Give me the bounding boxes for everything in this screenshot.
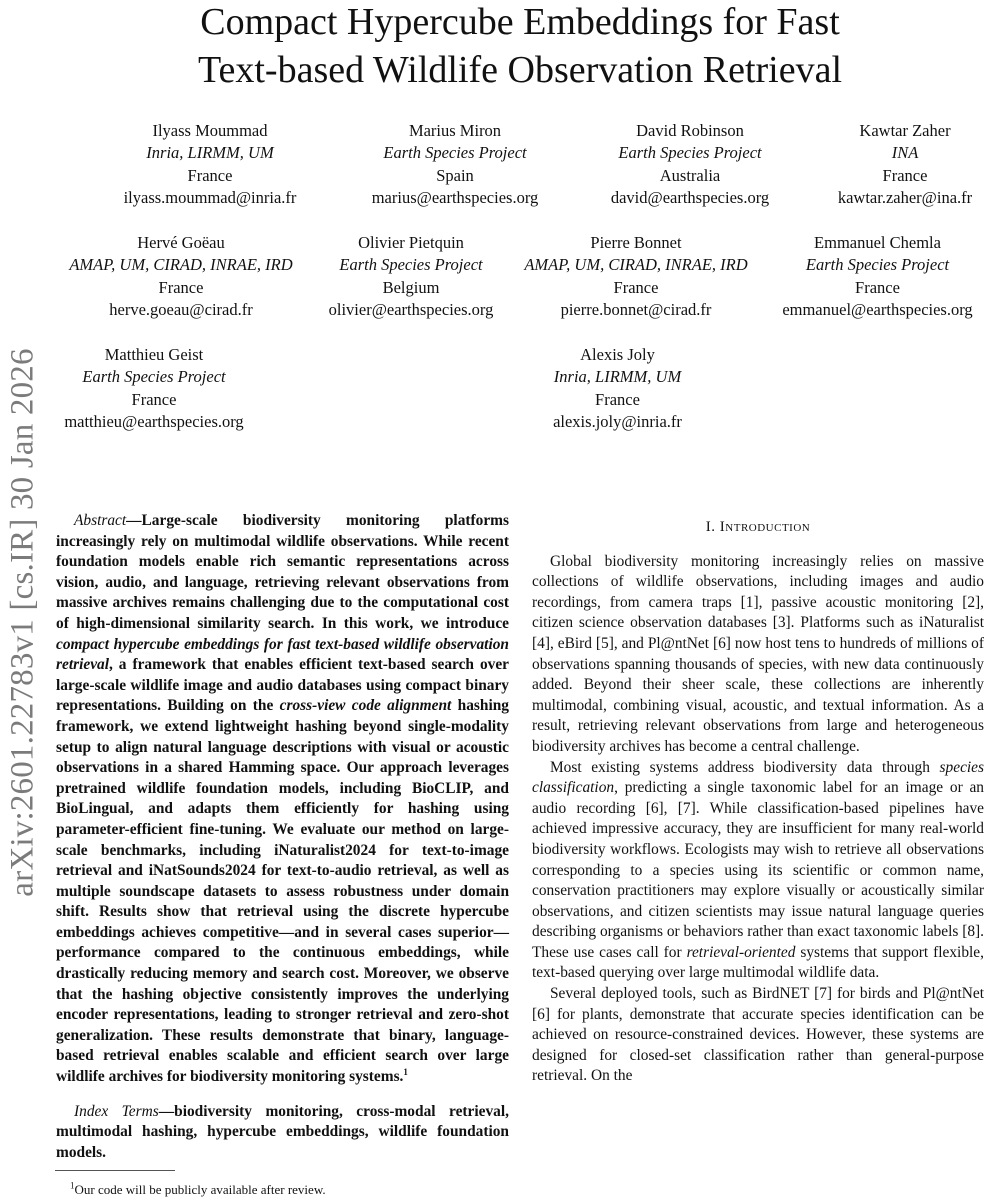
p2-text-a: Most existing systems address biodiversity data through <box>550 758 940 776</box>
author-name: Matthieu Geist <box>104 345 204 364</box>
author-name: Pierre Bonnet <box>590 233 682 252</box>
author-email: herve.goeau@cirad.fr <box>109 299 253 319</box>
author-block <box>50 232 312 321</box>
author-country: France <box>613 277 659 297</box>
abstract-text-1: —Large-scale biodiversity monitoring platforms increasingly rely on multimodal wildlife observations. While recent foundation models enable rich semantic representations across vision, audio, and language, retrieving relevant observations from massive archives remains challenging due to the computational cost of high-dimensional similarity search. In this work, we introduce <box>56 512 509 632</box>
author-affiliation: Inria, LIRMM, UM <box>146 143 274 163</box>
author-block <box>50 344 258 433</box>
section-heading <box>532 517 984 538</box>
author-affiliation: AMAP, UM, CIRAD, INRAE, IRD <box>69 255 293 275</box>
author-email: marius@earthspecies.org <box>371 187 539 207</box>
abstract-emphasis-2: cross-view code alignment <box>279 697 452 715</box>
author-country: France <box>187 165 233 185</box>
abstract-text-2: , a framework that enables efficient text-based search over large-scale wildlife image and audio databases using compact binary representations. Building on the <box>56 656 509 715</box>
author-affiliation: Earth Species Project <box>618 143 762 163</box>
author-country: France <box>131 389 177 409</box>
author-email: kawtar.zaher@ina.fr <box>837 187 973 207</box>
author-name: Hervé Goëau <box>137 233 225 252</box>
p2-emphasis-2: retrieval-oriented <box>686 943 796 961</box>
footnote-divider <box>55 1170 175 1171</box>
author-email: pierre.bonnet@cirad.fr <box>560 299 712 319</box>
author-affiliation: Earth Species Project <box>339 255 483 275</box>
intro-paragraph-2 <box>532 758 984 985</box>
intro-paragraph-3: Several deployed tools, such as BirdNET [7] for birds and Pl@ntNet [6] for plants, demonstrate that accurate species identification can be achieved on resource-constrained devices. However, these systems are designed for closed-set classification rather than general-purpose retrieval. On the <box>532 985 984 1085</box>
footnote-marker: 1 <box>403 1066 408 1077</box>
author-country: France <box>595 389 640 409</box>
author-email: david@earthspecies.org <box>610 187 770 207</box>
author-email: matthieu@earthspecies.org <box>64 411 244 431</box>
footnote-mark: 1 <box>70 1180 75 1191</box>
abstract <box>56 511 509 1088</box>
author-email: ilyass.moummad@inria.fr <box>123 187 297 207</box>
author-country: France <box>882 165 928 185</box>
author-email: olivier@earthspecies.org <box>328 299 494 319</box>
author-email: emmanuel@earthspecies.org <box>782 299 973 319</box>
author-name: David Robinson <box>636 121 744 140</box>
author-block <box>825 120 985 209</box>
author-affiliation: Inria, LIRMM, UM <box>553 367 682 387</box>
section-title: Introduction <box>719 519 811 535</box>
section-number: I. <box>705 519 720 535</box>
author-block <box>505 232 767 321</box>
abstract-label: Abstract <box>74 512 127 529</box>
index-terms-label: Index Terms <box>74 1102 159 1120</box>
author-name: Marius Miron <box>408 121 502 140</box>
arxiv-stamp-text: arXiv:2601.22783v1 [cs.IR] 30 Jan 2026 <box>4 347 41 897</box>
footnote <box>70 1182 326 1198</box>
author-name: Kawtar Zaher <box>859 121 951 140</box>
author-country: France <box>158 277 204 297</box>
index-terms <box>56 1102 509 1164</box>
author-country: Belgium <box>382 277 440 297</box>
author-country: Australia <box>659 165 721 185</box>
left-column <box>56 511 509 1163</box>
title-line-2: Text-based Wildlife Observation Retrieval <box>197 49 843 91</box>
author-block <box>515 344 720 433</box>
author-affiliation: INA <box>891 143 919 163</box>
abstract-text-3: hashing framework, we extend lightweight hashing beyond single-modality setup to align natural language descriptions with visual or acoustic observations in a shared Hamming space. Our approach leverages pretrained wildlife foundation models, including BioCLIP, and BioLingual, and adapts them efficiently for hashing using parameter-efficient fine-tuning. We evaluate our method on large-scale benchmarks, including iNaturalist2024 for text-to-image retrieval and iNatSounds2024 for text-to-audio retrieval, as well as multiple soundscape datasets to assess robustness under domain shift. Results show that retrieval using the discrete hypercube embeddings achieves competitive—and in several cases superior—performance compared to the continuous embeddings, while drastically reducing memory and search cost. Moreover, we observe that the hashing objective consistently improves the underlying encoder representations, leading to stronger retrieval and zero-shot generalization. These results demonstrate that binary, language-based retrieval enables scalable and efficient search over large wildlife archives for biodiversity monitoring systems. <box>56 697 510 1086</box>
paper-title <box>60 0 980 94</box>
author-affiliation: Earth Species Project <box>805 255 950 275</box>
author-block <box>316 232 506 321</box>
index-terms-text: —biodiversity monitoring, cross-modal retrieval, multimodal hashing, hypercube embeddings, wildlife foundation models. <box>56 1102 509 1161</box>
p2-text-c: systems that support flexible, text-based querying over large multimodal wildlife data. <box>532 943 984 982</box>
intro-paragraph-1: Global biodiversity monitoring increasingly relies on massive collections of wildlife observations, including images and audio recordings, from camera traps [1], passive acoustic monitoring [2], citizen science observation databases [3]. Platforms such as iNaturalist [4], eBird [5], and Pl@ntNet [6] now host tens to hundreds of millions of observations spanning thousands of species, with new data continuously added. Beyond their sheer scale, these collections are inherently multimodal, combining visual, acoustic, and textual information. As a result, retrieving relevant observations from large and heterogeneous biodiversity archives has become a central challenge. <box>532 552 984 755</box>
author-email: alexis.joly@inria.fr <box>553 411 682 431</box>
title-line-1: Compact Hypercube Embeddings for Fast <box>200 1 840 43</box>
author-block <box>110 120 310 209</box>
author-affiliation: Earth Species Project <box>82 367 226 387</box>
author-block <box>585 120 795 209</box>
arxiv-stamp <box>0 306 46 938</box>
author-name: Emmanuel Chemla <box>814 233 941 252</box>
author-name: Olivier Pietquin <box>358 233 464 252</box>
author-name: Alexis Joly <box>580 345 655 364</box>
author-affiliation: AMAP, UM, CIRAD, INRAE, IRD <box>524 255 748 275</box>
author-country: France <box>855 277 900 297</box>
author-block <box>345 120 565 209</box>
author-country: Spain <box>436 165 474 185</box>
author-affiliation: Earth Species Project <box>383 143 527 163</box>
p2-emphasis: species classification <box>532 758 984 797</box>
author-block <box>770 232 985 321</box>
p2-text-b: , predicting a single taxonomic label for an image or an audio recording [6], [7]. While classification-based pipelines have achieved impressive accuracy, they are insufficient for many real-world biodiversity workflows. Ecologists may wish to retrieve all observations corresponding to a species using its scientific or common name, conservation practitioners may explore visually or acoustically similar observations, and citizen scientists may issue natural language queries describing organisms or behaviors rather than exact taxonomic labels [8]. These use cases call for <box>532 779 984 961</box>
author-name: Ilyass Moummad <box>152 121 268 140</box>
abstract-emphasis-1: compact hypercube embeddings for fast text-based wildlife observation retrieval <box>56 635 509 674</box>
right-column <box>532 511 984 1087</box>
footnote-text: Our code will be publicly available after review. <box>74 1182 326 1197</box>
